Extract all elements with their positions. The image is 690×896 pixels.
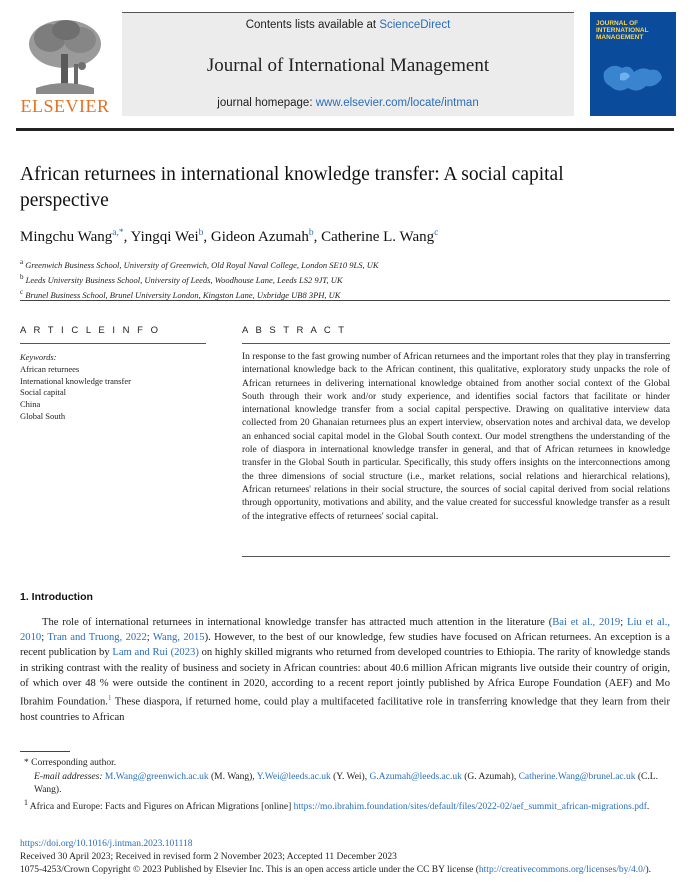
- email-link[interactable]: Catherine.Wang@brunel.ac.uk: [518, 771, 636, 782]
- contents-line: [122, 19, 574, 31]
- abstract-rule: [242, 343, 670, 344]
- email-link[interactable]: G.Azumah@leeds.ac.uk: [369, 771, 462, 782]
- abstract-end-rule: [242, 556, 670, 557]
- doi-link[interactable]: https://doi.org/10.1016/j.intman.2023.101118: [20, 839, 193, 849]
- citation-link[interactable]: Liu et al., 2010: [20, 617, 670, 644]
- affiliation: $^b$ Leeds University Business School, University of Leeds, Woodhouse Lane, Leeds LS2 9JT, UK: [20, 272, 343, 285]
- author-affil-marker[interactable]: b: [198, 228, 204, 238]
- article-title: African returnees in international knowledge transfer: A social capital perspective: [20, 164, 564, 211]
- contents-prefix: Contents lists available at: [245, 19, 380, 31]
- license-link[interactable]: http://creativecommons.org/licenses/by/4.0/: [478, 864, 646, 875]
- affiliations: [20, 256, 640, 300]
- header-rule: [16, 128, 674, 131]
- footnotes: [24, 757, 672, 815]
- elsevier-tree-icon: [26, 16, 104, 96]
- email-link[interactable]: Y.Wei@leeds.ac.uk: [256, 771, 331, 782]
- journal-header: [16, 12, 676, 120]
- email-link[interactable]: M.Wang@greenwich.ac.uk: [104, 771, 209, 782]
- citation-link[interactable]: Lam and Rui (2023): [112, 647, 199, 659]
- author-name[interactable]: Mingchu Wang: [20, 229, 113, 245]
- abstract-heading: A B S T R A C T: [242, 325, 347, 336]
- publisher-name: ELSEVIER: [20, 96, 110, 116]
- affiliation: $^a$ Greenwich Business School, University of Greenwich, Old Royal Naval College, London SE10 9LS, UK: [20, 258, 379, 270]
- journal-title: Journal of International Management: [206, 55, 490, 76]
- introduction-paragraph: The role of international returnees in international knowledge transfer has attracted much attention in the literature (Bai et al., 2019; Liu et al., 2010; Tran and Truong, 2022; Wang, 2015). However, to the best of our knowledge, few studies have focused on African returnees. An exception is a recent publication by Lam and Rui (2023) on highly skilled migrants who returned from developed countries to Ethiopia. The rarity of knowledge stands in striking contrast with the reality of business and society in African countries: about 40.6 million African migrants live outside their country of origin, of which over 48 % were outside the continent in 2020, according to a recent report jointly published by Africa Europe Foundation (AEF) and Mo Ibrahim Foundation.$^1$ These diaspora, if returned home, could play a multifaceted facilitative role in transferring knowledge that they learn from their host countries to African: [20, 617, 671, 723]
- author-name[interactable]: Yingqi Wei: [130, 229, 199, 245]
- journal-cover-image[interactable]: [590, 12, 676, 116]
- homepage-line: [122, 97, 574, 109]
- article-info-heading: A R T I C L E I N F O: [20, 325, 161, 336]
- section-divider: [20, 300, 670, 301]
- author-name[interactable]: Catherine L. Wang: [321, 229, 435, 245]
- article-info-rule: [20, 343, 206, 344]
- abstract-text: In response to the fast growing number of African returnees and the important roles that they play in transferring international knowledge back to the African continent, this qualitative, exploratory study unpacks the role of African returnees in delivering international knowledge obtained from another social context of the Global South through their work and/or study experience, and identifies social factors that facilitate or hinder international knowledge transfer from a social capital perspective. Drawing on qualitative interview data collected from 20 Ghanaian returnees plus an expert interview, observation notes and archival data, we develop an enhanced social capital model in the Global South context. Our model strengthens the understanding of the role of diaspora in international knowledge transfer in general, and that of African returnees in knowledge transfer in the Global South in particular. Specifically, this study offers insights on the interconnections among the three dimensions of social structure (i.e., market relations, social relations and hierarchical relations), African returnees' relations in their social structure, the sources of social capital derived from social relations through opportunity, motivations and ability, and the value created for successful knowledge transfer as a result of the integrative effects of returnees' social capital.: [242, 352, 670, 522]
- cover-map-graphic: [600, 58, 666, 98]
- author-affil-marker[interactable]: b: [308, 228, 314, 238]
- homepage-link[interactable]: www.elsevier.com/locate/intman: [315, 97, 479, 109]
- license-statement: 1075-4253/Crown Copyright © 2023 Published by Elsevier Inc. This is an open access article under the CC BY license (http://creativecommons.org/licenses/by/4.0/).: [20, 864, 652, 875]
- homepage-prefix: journal homepage:: [217, 97, 316, 109]
- cover-title: JOURNAL OF INTERNATIONAL MANAGEMENT: [596, 20, 649, 41]
- footnote-url-link[interactable]: https://mo.ibrahim.foundation/sites/default/files/2022-02/aef_summit_african-migrations.pdf: [293, 802, 647, 813]
- citation-link[interactable]: Tran and Truong, 2022: [47, 632, 147, 644]
- author-affil-marker[interactable]: a,*: [112, 228, 124, 238]
- received-dates: Received 30 April 2023; Received in revised form 2 November 2023; Accepted 11 December 2023: [20, 851, 397, 862]
- sciencedirect-link[interactable]: ScienceDirect: [379, 19, 451, 31]
- author-list: Mingchu Wang$^{a,*}$, Yingqi Wei$^b$, Gideon Azumah$^b$, Catherine L. Wang$^c$: [20, 228, 439, 245]
- footnote-1: $^1$ Africa and Europe: Facts and Figures on African Migrations [online] https://mo.ibrahim.foundation/sites/default/files/2022-02/aef_summit_african-migrations.pdf.: [24, 798, 650, 813]
- author-name[interactable]: Gideon Azumah: [210, 229, 309, 245]
- author-affil-marker[interactable]: c: [434, 228, 439, 238]
- citation-link[interactable]: Bai et al., 2019: [552, 617, 621, 628]
- keyword[interactable]: Global South: [20, 410, 66, 421]
- section-heading-introduction: 1. Introduction: [20, 591, 93, 603]
- citation-link[interactable]: Wang, 2015: [152, 632, 205, 644]
- corresponding-author-note: * Corresponding author.: [24, 758, 117, 768]
- journal-masthead: [122, 12, 574, 116]
- keyword[interactable]: International knowledge transfer: [20, 375, 131, 386]
- email-addresses: E-mail addresses: M.Wang@greenwich.ac.uk (M. Wang), Y.Wei@leeds.ac.uk (Y. Wei), G.Azumah@leeds.ac.uk (G. Azumah), Catherine.Wang@brunel.ac.uk (C.L. Wang).: [34, 771, 658, 795]
- keywords-label: Keywords:: [20, 352, 57, 362]
- keyword[interactable]: China: [20, 399, 41, 410]
- affiliation: $^c$ Brunel Business School, Brunel University London, Kingston Lane, Uxbridge UB8 3PH, UK: [20, 287, 341, 300]
- elsevier-logo[interactable]: [20, 12, 110, 120]
- keyword[interactable]: African returnees: [20, 363, 80, 374]
- footnote-marker[interactable]: 1: [107, 694, 112, 703]
- footnote-rule: [20, 751, 70, 752]
- article-meta-footer: [20, 838, 670, 876]
- keywords-block: [20, 352, 220, 423]
- keyword[interactable]: Social capital: [20, 387, 67, 398]
